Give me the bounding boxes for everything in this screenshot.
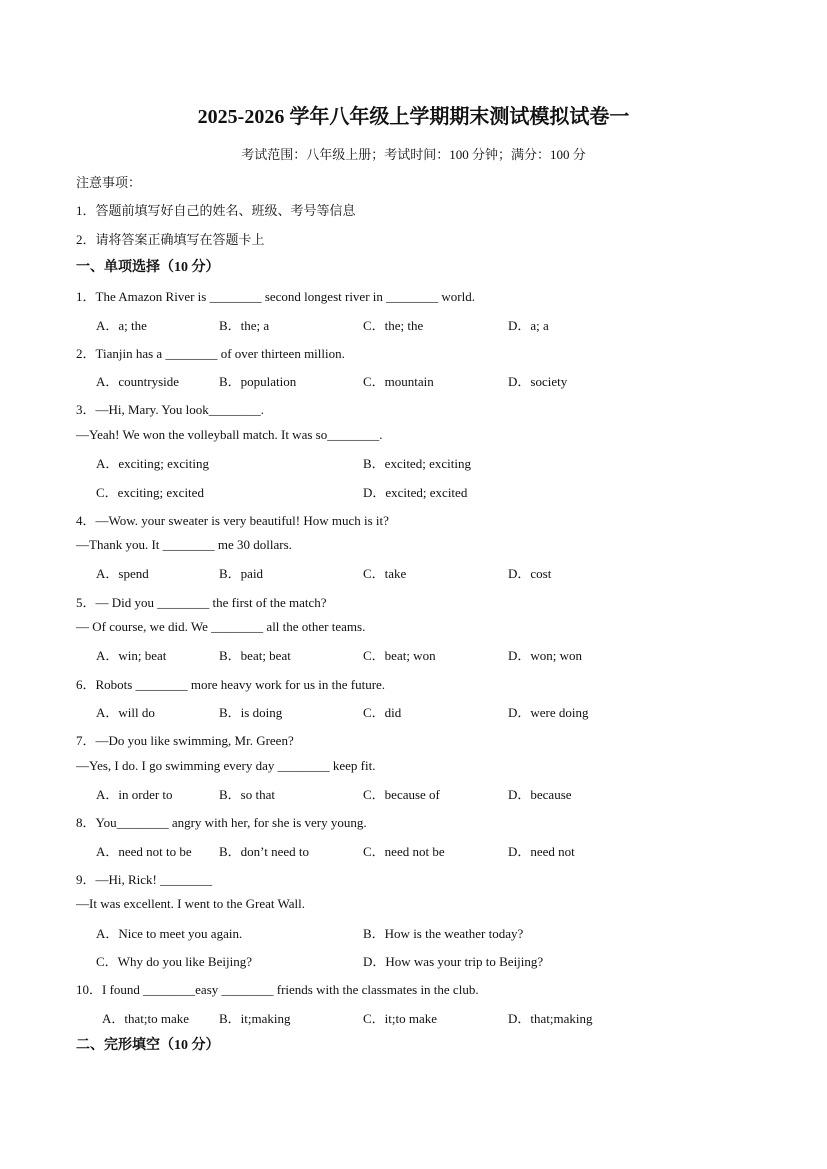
section-heading-1: 一、单项选择（10 分） [76,260,220,275]
question-7-line-1: 7．—Do you like swimming, Mr. Green? [76,733,294,748]
q1-option-c[interactable]: C．the; the [363,318,424,333]
question-5-line-2: — Of course, we did. We ________ all the other teams. [76,619,366,634]
q9-option-b[interactable]: B．How is the weather today? [363,926,524,941]
question-1: 1．The Amazon River is ________ second longest river in ________ world. [76,289,475,304]
q5-option-b[interactable]: B．beat; beat [219,648,291,663]
q7-option-c[interactable]: C．because of [363,787,440,802]
q8-option-d[interactable]: D．need not [508,844,575,859]
q4-option-c[interactable]: C．take [363,566,407,581]
q1-option-a[interactable]: A．a; the [96,318,147,333]
question-2: 2．Tianjin has a ________ of over thirteen million. [76,346,345,361]
exam-subtitle: 考试范围：八年级上册；考试时间：100 分钟；满分：100 分 [241,147,586,162]
q4-option-a[interactable]: A．spend [96,566,149,581]
q5-option-a[interactable]: A．win; beat [96,648,167,663]
q7-option-b[interactable]: B．so that [219,787,275,802]
q2-option-a[interactable]: A．countryside [96,374,180,389]
q8-option-b[interactable]: B．don’t need to [219,844,310,859]
q9-option-d[interactable]: D．How was your trip to Beijing? [363,954,544,969]
q6-option-a[interactable]: A．will do [96,705,155,720]
q8-option-a[interactable]: A．need not to be [96,844,192,859]
question-5-line-1: 5．— Did you ________ the first of the match? [76,595,327,610]
q3-option-d[interactable]: D．excited; excited [363,485,468,500]
q6-option-b[interactable]: B．is doing [219,705,283,720]
question-9-line-1: 9．—Hi, Rick! ________ [76,872,213,887]
note-item-2: 2．请将答案正确填写在答题卡上 [76,232,265,247]
question-6: 6．Robots ________ more heavy work for us in the future. [76,677,386,692]
q4-option-d[interactable]: D．cost [508,566,552,581]
q2-option-d[interactable]: D．society [508,374,568,389]
exam-title: 2025-2026 学年八年级上学期期末测试模拟试卷一 [197,106,630,128]
q2-option-b[interactable]: B．population [219,374,297,389]
q3-option-b[interactable]: B．excited; exciting [363,456,471,471]
q6-option-d[interactable]: D．were doing [508,705,589,720]
q10-option-d[interactable]: D．that;making [508,1011,593,1026]
q7-option-d[interactable]: D．because [508,787,572,802]
q10-option-a[interactable]: A．that;to make [102,1011,190,1026]
q1-option-b[interactable]: B．the; a [219,318,270,333]
question-9-line-2: —It was excellent. I went to the Great Wall. [76,896,306,911]
q5-option-d[interactable]: D．won; won [508,648,583,663]
q10-option-c[interactable]: C．it;to make [363,1011,438,1026]
question-10: 10．I found ________easy ________ friends with the classmates in the club. [76,982,479,997]
q4-option-b[interactable]: B．paid [219,566,264,581]
question-4-line-2: —Thank you. It ________ me 30 dollars. [76,537,292,552]
q3-option-a[interactable]: A．exciting; exciting [96,456,210,471]
question-7-line-2: —Yes, I do. I go swimming every day ________ keep fit. [76,758,376,773]
question-4-line-1: 4．—Wow. your sweater is very beautiful! How much is it? [76,513,389,528]
notes-heading: 注意事项： [76,175,142,190]
q6-option-c[interactable]: C．did [363,705,402,720]
q9-option-c[interactable]: C．Why do you like Beijing? [96,954,252,969]
section-heading-2: 二、完形填空（10 分） [76,1038,220,1053]
q2-option-c[interactable]: C．mountain [363,374,434,389]
q10-option-b[interactable]: B．it;making [219,1011,291,1026]
q1-option-d[interactable]: D．a; a [508,318,549,333]
q7-option-a[interactable]: A．in order to [96,787,173,802]
question-3-line-2: —Yeah! We won the volleyball match. It was so________. [76,427,383,442]
question-8: 8．You________ angry with her, for she is very young. [76,815,367,830]
q9-option-a[interactable]: A．Nice to meet you again. [96,926,243,941]
q3-option-c[interactable]: C．exciting; excited [96,485,204,500]
q8-option-c[interactable]: C．need not be [363,844,445,859]
question-3-line-1: 3．—Hi, Mary. You look________. [76,402,265,417]
note-item-1: 1．答题前填写好自己的姓名、班级、考号等信息 [76,203,356,218]
q5-option-c[interactable]: C．beat; won [363,648,436,663]
